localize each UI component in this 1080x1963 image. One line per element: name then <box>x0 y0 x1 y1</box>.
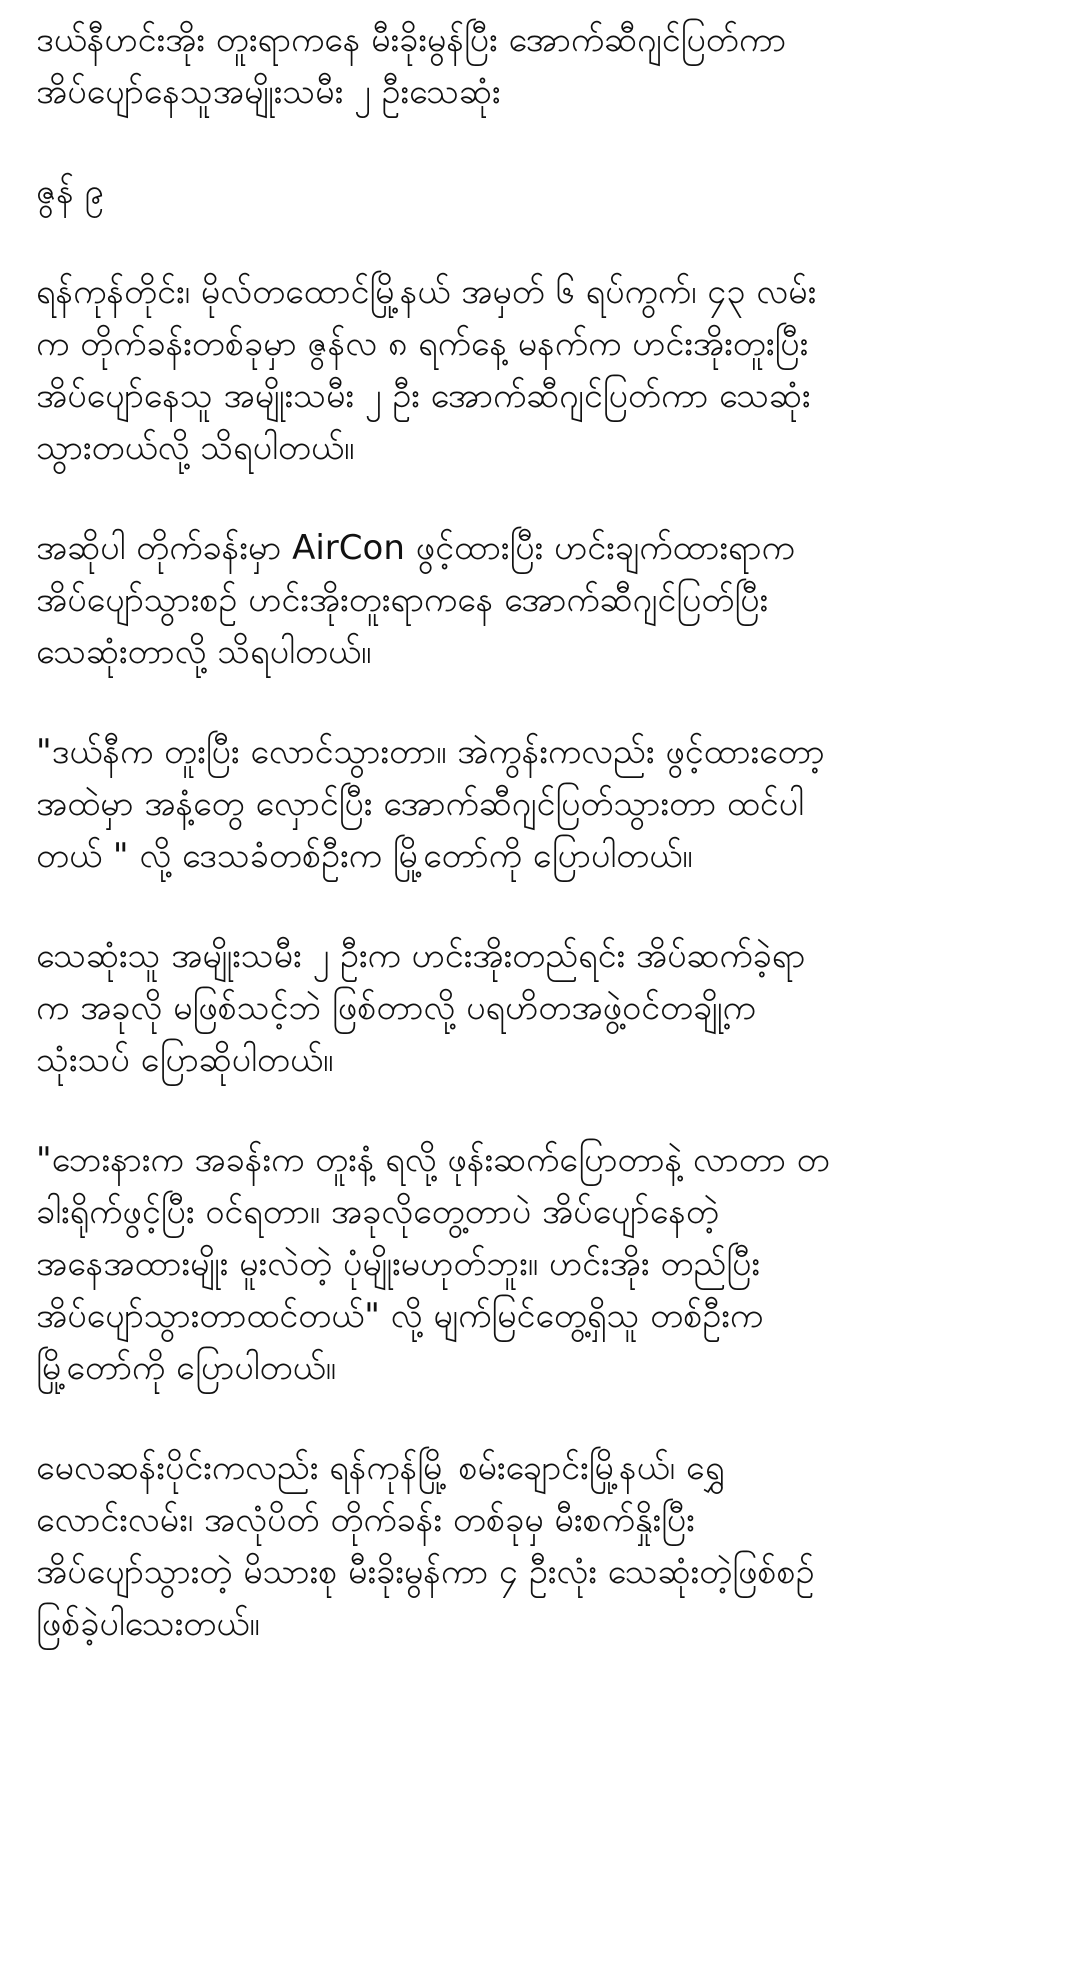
paragraph-4 <box>36 930 1046 1086</box>
paragraph-line: အိပ်ပျော်သွားတာထင်တယ်" လို့ မျက်မြင်တွေ့ရှိသူ တစ်ဦးက <box>36 1296 764 1336</box>
paragraph-line: အနေအထားမျိုး မူးလဲတဲ့ ပုံမျိုးမဟုတ်ဘူး။ ဟင်းအိုး တည်ပြီး <box>36 1244 761 1284</box>
paragraph-line: က အခုလို မဖြစ်သင့်ဘဲ ဖြစ်တာလို့ ပရဟိတအဖွဲ့ဝင်တချို့က <box>36 988 756 1028</box>
paragraph-line: သေဆုံးတာလို့ သိရပါတယ်။ <box>36 632 372 672</box>
paragraph-line: အထဲမှာ အနံ့တွေ လှောင်ပြီး အောက်ဆီဂျင်ပြတ်သွားတာ ထင်ပါ <box>36 784 804 824</box>
paragraph-3 <box>36 726 1046 882</box>
paragraph-line: က တိုက်ခန်းတစ်ခုမှာ ဇွန်လ ၈ ရက်နေ့ မနက်က ဟင်းအိုးတူးပြီး <box>36 324 809 364</box>
article-dateline <box>36 166 1046 218</box>
paragraph-line: သုံးသပ် ပြောဆိုပါတယ်။ <box>36 1040 334 1080</box>
paragraph-1 <box>36 266 1046 474</box>
article-headline <box>36 14 1046 118</box>
paragraph-line: သွားတယ်လို့ သိရပါတယ်။ <box>36 428 355 468</box>
paragraph-line: မြို့တော်ကို ပြောပါတယ်။ <box>36 1348 336 1388</box>
paragraph-line: မေလဆန်းပိုင်းကလည်း ရန်ကုန်မြို့ စမ်းချောင်းမြို့နယ်၊ ရွှေ <box>36 1448 725 1488</box>
paragraph-line: သေဆုံးသူ အမျိုးသမီး ၂ ဦးက ဟင်းအိုးတည်ရင်း အိပ်ဆက်ခဲ့ရာ <box>36 936 806 976</box>
paragraph-6 <box>36 1442 1046 1650</box>
paragraph-line: "ဒယ်နီက တူးပြီး လောင်သွားတာ။ အဲကွန်းကလည်း ဖွင့်ထားတော့ <box>36 732 825 772</box>
paragraph-line: ခါးရိုက်ဖွင့်ပြီး ဝင်ရတာ။ အခုလိုတွေ့တာပဲ အိပ်ပျော်နေတဲ့ <box>36 1192 719 1232</box>
paragraph-line: ဖြစ်ခဲ့ပါသေးတယ်။ <box>36 1604 260 1644</box>
paragraph-5 <box>36 1134 1046 1394</box>
headline-line: အိပ်ပျော်နေသူအမျိုးသမီး ၂ ဦးသေဆုံး <box>36 72 501 112</box>
paragraph-line: အိပ်ပျော်နေသူ အမျိုးသမီး ၂ ဦး အောက်ဆီဂျင်ပြတ်ကာ သေဆုံး <box>36 376 811 416</box>
dateline-text: ဇွန် ၉ <box>36 172 104 212</box>
paragraph-line: အဆိုပါ တိုက်ခန်းမှာ AirCon ဖွင့်ထားပြီး ဟင်းချက်ထားရာက <box>36 528 795 568</box>
headline-line: ဒယ်နီဟင်းအိုး တူးရာကနေ မီးခိုးမွန်ပြီး အောက်ဆီဂျင်ပြတ်ကာ <box>36 20 787 60</box>
paragraph-line: အိပ်ပျော်သွားတဲ့ မိသားစု မီးခိုးမွန်ကာ ၄ ဦးလုံး သေဆုံးတဲ့ဖြစ်စဉ် <box>36 1552 815 1592</box>
paragraph-line: အိပ်ပျော်သွားစဉ် ဟင်းအိုးတူးရာကနေ အောက်ဆီဂျင်ပြတ်ပြီး <box>36 580 769 620</box>
paragraph-line: "ဘေးနားက အခန်းက တူးနံ့ ရလို့ ဖုန်းဆက်ပြောတာနဲ့ လာတာ တ <box>36 1140 830 1180</box>
paragraph-2 <box>36 522 1046 678</box>
article-body <box>36 14 1046 1698</box>
paragraph-line: လောင်းလမ်း၊ အလုံပိတ် တိုက်ခန်း တစ်ခုမှ မီးစက်နှိုးပြီး <box>36 1500 695 1540</box>
paragraph-line: ရန်ကုန်တိုင်း၊ မိုလ်တထောင်မြို့နယ် အမှတ် ၆ ရပ်ကွက်၊ ၄၃ လမ်း <box>36 272 817 312</box>
paragraph-line: တယ် " လို့ ဒေသခံတစ်ဦးက မြို့တော်ကို ပြောပါတယ်။ <box>36 836 693 876</box>
